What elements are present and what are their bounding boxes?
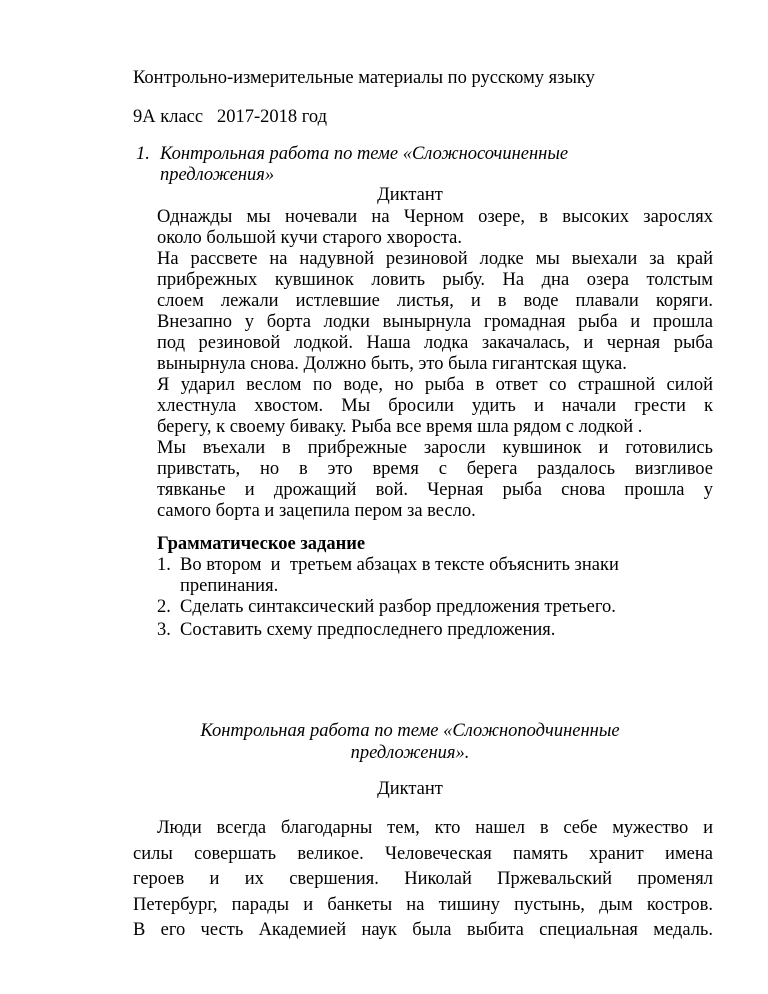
work2-text-line: Люди всегда благодарны тем, кто нашел в себе мужество и — [157, 818, 713, 838]
work1-number: 1. — [136, 144, 150, 164]
work1-text-line: Внезапно у борта лодки вынырнула громадная рыба и прошла — [157, 312, 713, 332]
work1-text-line: вынырнула снова. Должно быть, это была гигантская щука. — [157, 354, 627, 374]
work1-text-line: под резиновой лодкой. Наша лодка закачалась, и черная рыба — [157, 333, 713, 353]
work2-title-line1: Контрольная работа по теме «Сложноподчиненные — [200, 721, 620, 741]
grammar-task-title: Грамматическое задание — [157, 534, 366, 554]
work2-text-line: Петербург, парады и банкеты на тишину пустынь, дым костров. — [133, 894, 713, 915]
work1-text-line: прибрежных кувшинок ловить рыбу. На дна озера толстым — [157, 270, 713, 290]
task-3-line1: Составить схему предпоследнего предложения. — [180, 620, 556, 640]
work2-title-line2: предложения». — [350, 743, 470, 763]
work2-text-line: В его честь Академией наук была выбита специальная медаль. — [133, 920, 713, 940]
work1-title-line1: Контрольная работа по теме «Сложносочиненные — [160, 144, 569, 164]
work1-text-line: На рассвете на надувной резиновой лодке мы выехали за край — [157, 249, 713, 269]
work1-text-line: Я ударил веслом по воде, но рыба в ответ со страшной силой — [157, 375, 713, 395]
work1-text-line: Однажды мы ночевали на Черном озере, в высоких зарослях — [157, 207, 713, 227]
task-2-number: 2. — [157, 597, 171, 617]
work2-text-line: героев и их свершения. Николай Пржевальский променял — [133, 869, 713, 889]
work1-text-line: берегу, к своему биваку. Рыба все время шла рядом с лодкой . — [157, 417, 643, 437]
task-2-line1: Сделать синтаксический разбор предложения третьего. — [180, 597, 616, 617]
work1-text-line: привстать, но в это время с берега раздалось визгливое — [157, 459, 713, 479]
work1-title-line2: предложения» — [160, 165, 275, 185]
work1-text-line: Мы въехали в прибрежные заросли кувшинок и готовились — [157, 438, 713, 458]
task-1-number: 1. — [157, 555, 171, 575]
work1-text-line: тявканье и дрожащий вой. Черная рыба снова прошла у — [157, 480, 713, 500]
document-title: Контрольно-измерительные материалы по русскому языку — [133, 68, 595, 88]
work2-text-line: силы совершать великое. Человеческая память хранит имена — [133, 843, 713, 864]
class-year: 9А класс 2017-2018 год — [133, 107, 328, 127]
work1-text-line: самого борта и зацепила пером за весло. — [157, 501, 476, 521]
task-1-line2: препинания. — [180, 576, 279, 596]
work1-text-line: слоем лежали истлевшие листья, и в воде плавали коряги. — [157, 291, 713, 311]
task-3-number: 3. — [157, 620, 171, 640]
task-1-line1: Во втором и третьем абзацах в тексте объяснить знаки — [180, 555, 619, 575]
work2-subtitle: Диктант — [377, 779, 443, 799]
work1-subtitle: Диктант — [377, 185, 443, 205]
work1-text-line: около большой кучи старого хвороста. — [157, 228, 462, 248]
work1-text-line: хлестнула хвостом. Мы бросили удить и начали грести к — [157, 396, 713, 416]
